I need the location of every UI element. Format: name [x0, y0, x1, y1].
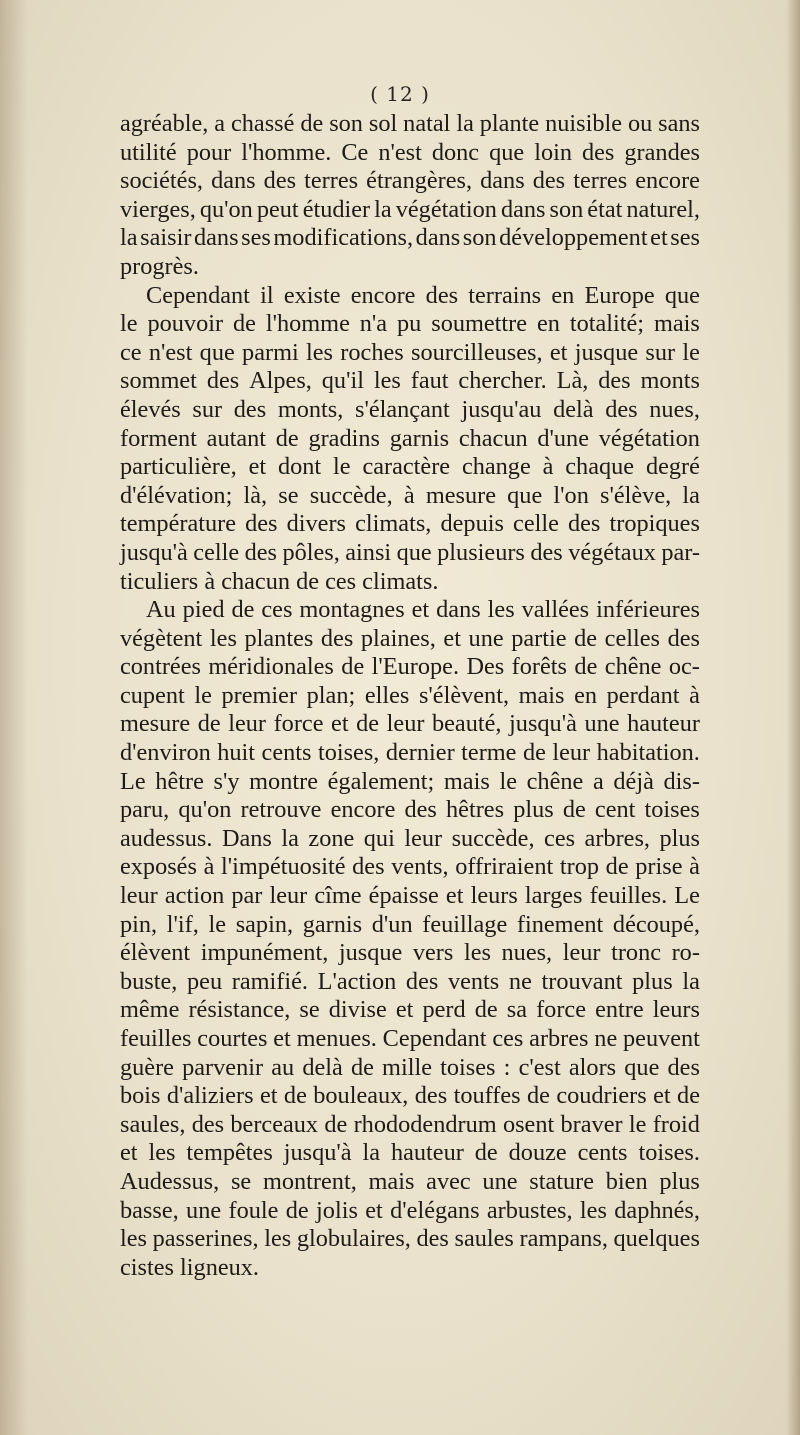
text-line: élèvent impunément, jusque vers les nues, leur tronc ro- — [120, 939, 700, 967]
page-number: ( 12 ) — [370, 82, 430, 106]
spine-shadow — [0, 0, 28, 1435]
text-line: Le hêtre s'y montre également; mais le chêne a déjà dis- — [120, 767, 700, 795]
text-line: le pouvoir de l'homme n'a pu soumettre en totalité; mais — [120, 310, 700, 338]
text-line: feuilles courtes et menues. Cependant ces arbres ne peuvent — [120, 1025, 700, 1052]
text-line: Audessus, se montrent, mais avec une stature bien plus — [120, 1167, 700, 1195]
text-line: végètent les plantes des plaines, et une partie de celles des — [120, 624, 700, 652]
text-line: pin, l'if, le sapin, garnis d'un feuillage finement découpé, — [120, 910, 700, 938]
text-line: bois d'aliziers et de bouleaux, des touffes de coudriers et de — [120, 1082, 700, 1110]
text-line: la saisir dans ses modifications, dans son développement et ses — [120, 224, 700, 252]
paragraph — [120, 596, 700, 1282]
text-line: les passerines, les globulaires, des saules rampans, quelques — [120, 1225, 700, 1253]
text-line: cupent le premier plan; elles s'élèvent, mais en perdant à — [120, 681, 700, 709]
body-text — [120, 110, 700, 1282]
text-line: cistes ligneux. — [120, 1253, 260, 1281]
text-line: vierges, qu'on peut étudier la végétation dans son état naturel, — [120, 195, 700, 223]
text-line: basse, une foule de jolis et d'elégans arbustes, les daphnés, — [120, 1196, 700, 1224]
text-line: ce n'est que parmi les roches sourcilleuses, et jusque sur le — [120, 338, 700, 366]
text-line: même résistance, se divise et perd de sa force entre leurs — [120, 996, 700, 1024]
text-line: buste, peu ramifié. L'action des vents ne trouvant plus la — [120, 967, 700, 995]
text-line: particulière, et dont le caractère change à chaque degré — [120, 453, 700, 481]
text-line: sommet des Alpes, qu'il les faut chercher. Là, des monts — [120, 367, 700, 395]
text-line: Au pied de ces montagnes et dans les vallées inférieures — [146, 596, 700, 624]
text-line: progrès. — [120, 252, 199, 280]
text-line: jusqu'à celle des pôles, ainsi que plusieurs des végétaux par- — [120, 538, 700, 566]
text-line: agréable, a chassé de son sol natal la plante nuisible ou sans — [120, 110, 700, 137]
text-line: saules, des berceaux de rhododendrum osent braver le froid — [120, 1110, 700, 1138]
text-line: guère parvenir au delà de mille toises : c'est alors que des — [120, 1053, 700, 1081]
text-line: sociétés, dans des terres étrangères, dans des terres encore — [120, 167, 700, 195]
text-line: paru, qu'on retrouve encore des hêtres plus de cent toises — [120, 796, 700, 824]
text-line: et les tempêtes jusqu'à la hauteur de douze cents toises. — [120, 1139, 700, 1167]
text-line: ticuliers à chacun de ces climats. — [120, 567, 439, 595]
text-line: audessus. Dans la zone qui leur succède, ces arbres, plus — [120, 824, 700, 852]
text-line: élevés sur des monts, s'élançant jusqu'au delà des nues, — [120, 395, 700, 423]
text-line: forment autant de gradins garnis chacun d'une végétation — [120, 424, 700, 452]
text-line: température des divers climats, depuis celle des tropiques — [120, 510, 700, 538]
text-line: d'élévation; là, se succède, à mesure que l'on s'élève, la — [120, 481, 700, 509]
text-line: exposés à l'impétuosité des vents, offriraient trop de prise à — [120, 853, 700, 881]
paragraph — [120, 110, 700, 282]
paragraph — [120, 282, 700, 597]
text-line: Cependant il existe encore des terrains en Europe que — [146, 281, 700, 309]
text-line: leur action par leur cîme épaisse et leurs larges feuilles. Le — [120, 882, 700, 910]
text-line: d'environ huit cents toises, dernier terme de leur habitation. — [120, 739, 700, 767]
text-line: contrées méridionales de l'Europe. Des forêts de chêne oc- — [120, 653, 700, 681]
page-edge-shadow — [786, 0, 800, 1435]
text-line: utilité pour l'homme. Ce n'est donc que loin des grandes — [120, 138, 700, 166]
text-line: mesure de leur force et de leur beauté, jusqu'à une hauteur — [120, 710, 700, 738]
